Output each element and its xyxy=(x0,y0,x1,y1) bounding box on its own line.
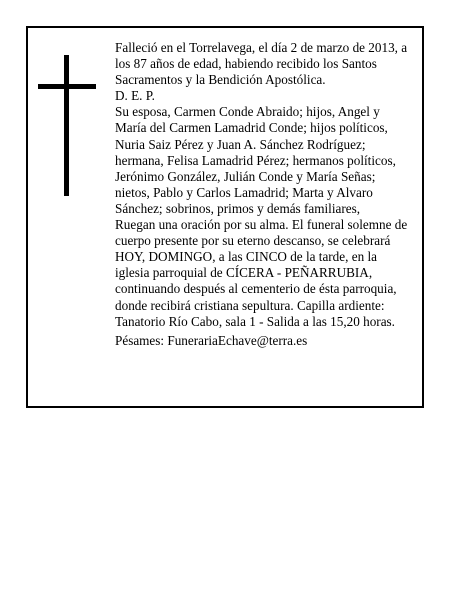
text-line: Nuria Saiz Pérez y Juan A. Sánchez Rodríguez; xyxy=(115,136,366,152)
text-line: Jerónimo González, Julián Conde y María Señas; xyxy=(115,168,376,184)
text-line: Sánchez; sobrinos, primos y demás familiares, xyxy=(115,200,361,216)
text-line: HOY, DOMINGO, a las CINCO de la tarde, en la xyxy=(115,249,377,265)
family-funeral-paragraph xyxy=(115,104,425,329)
text-line: los 87 años de edad, habiendo recibido los Santos xyxy=(115,56,377,72)
dep-line: D. E. P. xyxy=(115,88,155,104)
text-line: nietos, Pablo y Carlos Lamadrid; Marta y Alvaro xyxy=(115,184,373,200)
text-line: Su esposa, Carmen Conde Abraido; hijos, Angel y xyxy=(115,104,380,120)
text-line: continuando después al cementerio de ésta parroquia, xyxy=(115,281,397,297)
text-line: María del Carmen Lamadrid Conde; hijos políticos, xyxy=(115,120,388,136)
cross-icon-crossbar xyxy=(38,84,96,89)
text-line: Tanatorio Río Cabo, sala 1 - Salida a las 15,20 horas. xyxy=(115,313,395,329)
text-line: donde recibirá cristiana sepultura. Capilla ardiente: xyxy=(115,297,385,313)
text-line: iglesia parroquial de CÍCERA - PEÑARRUBIA, xyxy=(115,265,373,281)
condolences-line: Pésames: FunerariaEchave@terra.es xyxy=(115,332,308,348)
text-line: Sacramentos y la Bendición Apostólica. xyxy=(115,72,326,88)
obituary-text xyxy=(115,40,425,349)
death-paragraph xyxy=(115,40,425,88)
text-line: Ruegan una oración por su alma. El funeral solemne de xyxy=(115,217,408,233)
text-line: Falleció en el Torrelavega, el día 2 de marzo de 2013, a xyxy=(115,40,408,55)
text-line: hermana, Felisa Lamadrid Pérez; hermanos políticos, xyxy=(115,152,396,168)
text-line: cuerpo presente por su eterno descanso, se celebrará xyxy=(115,233,391,249)
cross-icon xyxy=(64,55,69,196)
